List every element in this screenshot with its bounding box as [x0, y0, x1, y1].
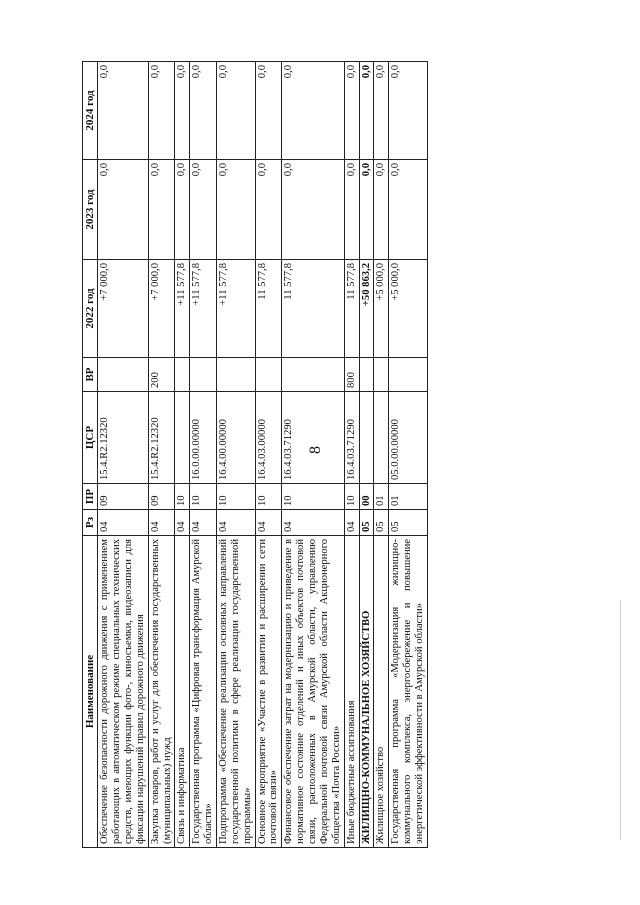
- cell-pr: 01: [389, 484, 428, 510]
- cell-pr: 10: [255, 484, 282, 510]
- cell-2024: 0,0: [175, 62, 190, 160]
- cell-name: Основное мероприятие «Участие в развитии и расширении сети почтовой связи»: [255, 536, 282, 848]
- table-row: [374, 62, 389, 848]
- cell-pr: 10: [217, 484, 256, 510]
- cell-csr: 15.4.R2.12320: [148, 392, 175, 484]
- cell-rz: 04: [282, 510, 344, 536]
- table-row: [359, 62, 374, 848]
- cell-rz: 04: [344, 510, 359, 536]
- cell-2023: 0,0: [389, 160, 428, 260]
- cell-2024: 0,0: [282, 62, 344, 160]
- cell-2023: 0,0: [282, 160, 344, 260]
- cell-2023: 0,0: [175, 160, 190, 260]
- table-row: [98, 62, 148, 848]
- cell-2024: 0,0: [217, 62, 256, 160]
- table-row: [389, 62, 428, 848]
- cell-2022: 11 577,8: [282, 260, 344, 358]
- cell-rz: 05: [359, 510, 374, 536]
- cell-rz: 04: [217, 510, 256, 536]
- cell-2023: 0,0: [255, 160, 282, 260]
- cell-rz: 04: [190, 510, 217, 536]
- cell-vr: [282, 358, 344, 392]
- cell-name: Подпрограмма «Обеспечение реализации основных направлений государственной политики в сфере реализации государственной программы»: [217, 536, 256, 848]
- table-row: [344, 62, 359, 848]
- cell-csr: [175, 392, 190, 484]
- cell-2022: +7 000,0: [148, 260, 175, 358]
- cell-vr: 200: [148, 358, 175, 392]
- cell-2024: 0,0: [359, 62, 374, 160]
- cell-name: Обеспечение безопасности дорожного движения с применением работающих в автоматическом режиме специальных технических средств, имеющих функции фото-, киносъемки, видеозаписи для фиксации нарушений правил дорожного движения: [98, 536, 148, 848]
- cell-csr: 15.4.R2.12320: [98, 392, 148, 484]
- cell-2024: 0,0: [389, 62, 428, 160]
- cell-2022: +11 577,8: [217, 260, 256, 358]
- cell-name: Иные бюджетные ассигнования: [344, 536, 359, 848]
- cell-rz: 04: [255, 510, 282, 536]
- cell-vr: 800: [344, 358, 359, 392]
- cell-csr: 16.4.03.00000: [255, 392, 282, 484]
- cell-2024: 0,0: [255, 62, 282, 160]
- cell-csr: 16.4.03.71290: [282, 392, 344, 484]
- table-header-row: [83, 62, 98, 848]
- header-csr: ЦСР: [83, 392, 98, 484]
- table-body: [98, 62, 427, 848]
- cell-name: Государственная программа «Цифровая трансформация Амурской области»: [190, 536, 217, 848]
- cell-2024: 0,0: [374, 62, 389, 160]
- header-2022: 2022 год: [83, 260, 98, 358]
- cell-2023: 0,0: [190, 160, 217, 260]
- cell-name: Финансовое обеспечение затрат на модернизацию и приведение в нормативное состояние отделений и иных объектов почтовой связи, расположенных в Амурской области, управлению Федеральной почтовой связи Амурской области Акционерного общества «Почта России»: [282, 536, 344, 848]
- cell-pr: 09: [98, 484, 148, 510]
- cell-vr: [255, 358, 282, 392]
- table-row: [217, 62, 256, 848]
- table-row: [255, 62, 282, 848]
- header-vr: ВР: [83, 358, 98, 392]
- cell-vr: [389, 358, 428, 392]
- cell-pr: 01: [374, 484, 389, 510]
- cell-2024: 0,0: [98, 62, 148, 160]
- cell-csr: [359, 392, 374, 484]
- cell-name: Связь и информатика: [175, 536, 190, 848]
- cell-csr: 16.4.03.71290: [344, 392, 359, 484]
- cell-vr: [374, 358, 389, 392]
- header-2024: 2024 год: [83, 62, 98, 160]
- cell-2024: 0,0: [344, 62, 359, 160]
- header-2023: 2023 год: [83, 160, 98, 260]
- cell-csr: 05.0.00.00000: [389, 392, 428, 484]
- cell-rz: 04: [98, 510, 148, 536]
- cell-2022: +50 863,2: [359, 260, 374, 358]
- cell-rz: 04: [175, 510, 190, 536]
- cell-2022: +11 577,8: [190, 260, 217, 358]
- cell-2023: 0,0: [217, 160, 256, 260]
- cell-2023: 0,0: [359, 160, 374, 260]
- cell-2022: +5 000,0: [374, 260, 389, 358]
- cell-rz: 04: [148, 510, 175, 536]
- cell-2024: 0,0: [190, 62, 217, 160]
- cell-2023: 0,0: [374, 160, 389, 260]
- cell-rz: 05: [389, 510, 428, 536]
- rotated-table-container: [82, 62, 562, 848]
- cell-2022: +5 000,0: [389, 260, 428, 358]
- cell-pr: 00: [359, 484, 374, 510]
- page-number: 8: [307, 446, 324, 454]
- cell-2022: +7 000,0: [98, 260, 148, 358]
- header-pr: ПР: [83, 484, 98, 510]
- cell-vr: [359, 358, 374, 392]
- cell-pr: 09: [148, 484, 175, 510]
- cell-csr: 16.4.00.00000: [217, 392, 256, 484]
- cell-2023: 0,0: [148, 160, 175, 260]
- cell-2023: 0,0: [98, 160, 148, 260]
- cell-pr: 10: [344, 484, 359, 510]
- cell-pr: 10: [282, 484, 344, 510]
- table-row: [282, 62, 344, 848]
- table-row: [175, 62, 190, 848]
- header-rz: Рз: [83, 510, 98, 536]
- table-row: [190, 62, 217, 848]
- cell-name: Закупка товаров, работ и услуг для обеспечения государственных (муниципальных) нужд: [148, 536, 175, 848]
- cell-name: Государственная программа «Модернизация жилищно-коммунального комплекса, энергосбережение и повышение энергетической эффективности в Амурской области»: [389, 536, 428, 848]
- cell-vr: [98, 358, 148, 392]
- cell-csr: [374, 392, 389, 484]
- cell-pr: 10: [190, 484, 217, 510]
- header-name: Наименование: [83, 536, 98, 848]
- budget-table: [82, 61, 428, 848]
- cell-2022: 11 577,8: [344, 260, 359, 358]
- cell-2022: 11 577,8: [255, 260, 282, 358]
- table-row: [148, 62, 175, 848]
- cell-2023: 0,0: [344, 160, 359, 260]
- scan-edge-line: [620, 600, 621, 840]
- cell-vr: [217, 358, 256, 392]
- cell-2022: +11 577,8: [175, 260, 190, 358]
- cell-name: ЖИЛИЩНО-КОММУНАЛЬНОЕ ХОЗЯЙСТВО: [359, 536, 374, 848]
- cell-vr: [175, 358, 190, 392]
- cell-rz: 05: [374, 510, 389, 536]
- cell-name: Жилищное хозяйство: [374, 536, 389, 848]
- cell-csr: 16.0.00.00000: [190, 392, 217, 484]
- cell-vr: [190, 358, 217, 392]
- rotated-table-inner: [82, 62, 562, 848]
- cell-pr: 10: [175, 484, 190, 510]
- cell-2024: 0,0: [148, 62, 175, 160]
